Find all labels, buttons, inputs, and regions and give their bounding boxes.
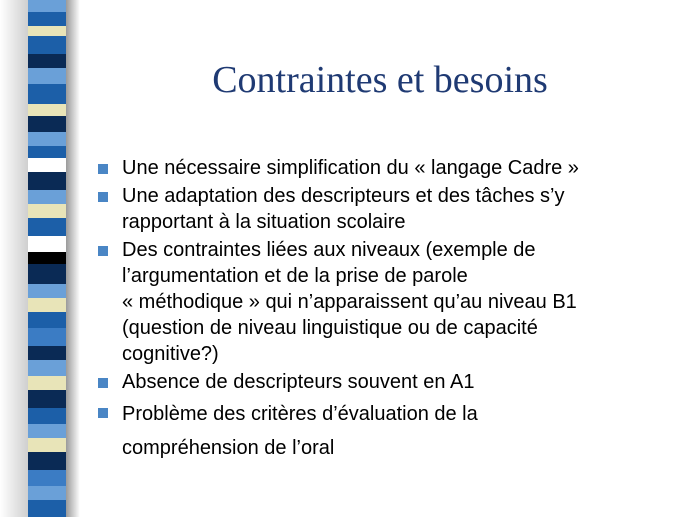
stripe-graphic [0,0,80,517]
stripe-segment [28,328,66,346]
stripe-segment [28,298,66,312]
stripe-segment [28,68,66,84]
stripe-segment [28,146,66,158]
square-bullet-icon [98,192,108,202]
stripe-segment [28,104,66,116]
slide-title: Contraintes et besoins [212,59,548,101]
stripe-segment [28,116,66,132]
stripe-segment [28,376,66,390]
stripe-segment [28,500,66,517]
stripe-segment [28,284,66,298]
bullet-item [98,183,668,235]
stripe-segment [28,236,66,252]
stripe-segment [28,312,66,328]
stripe-segment [28,264,66,284]
stripe-segment [28,408,66,424]
bullet-text: Une nécessaire simplification du « langage Cadre » [122,157,579,179]
bullet-item [98,397,668,465]
stripe-segment [28,470,66,486]
bullet-text: Une adaptation des descripteurs et des tâches s’y rapportant à la situation scolaire [122,185,565,233]
stripe-segment [28,218,66,236]
stripe-segment [28,190,66,204]
stripe-segment [28,360,66,376]
square-bullet-icon [98,246,108,256]
stripe-segment [28,204,66,218]
stripe-segment [28,438,66,452]
stripe-segment [28,132,66,146]
bullet-text: Problème des critères d’évaluation de la compréhension de l’oral [122,403,478,459]
decorative-stripe [0,0,80,517]
stripe-segment [28,26,66,36]
stripe-segment [28,390,66,408]
stripe-segment [28,36,66,54]
stripe-segment [28,54,66,68]
bullet-item [98,155,668,181]
bullet-item [98,369,668,395]
square-bullet-icon [98,378,108,388]
stripe-segment [28,346,66,360]
stripe-segment [28,424,66,438]
stripe-segment [28,252,66,264]
stripe-segment [28,84,66,104]
bullet-list [98,155,668,467]
stripe-segment [28,158,66,172]
bullet-text: Des contraintes liées aux niveaux (exemple de l’argumentation et de la prise de parole « méthodique » qui n’apparaissent qu’au niveau B1 (question de niveau linguistique ou de capacité cognitive?) [122,239,577,365]
square-bullet-icon [98,164,108,174]
stripe-segment [28,486,66,500]
stripe-segment [28,452,66,470]
square-bullet-icon [98,408,108,418]
stripe-segment [28,12,66,26]
stripe-segment [28,172,66,190]
bullet-text: Absence de descripteurs souvent en A1 [122,371,475,393]
bullet-item [98,237,668,367]
stripe-segment [28,0,66,12]
